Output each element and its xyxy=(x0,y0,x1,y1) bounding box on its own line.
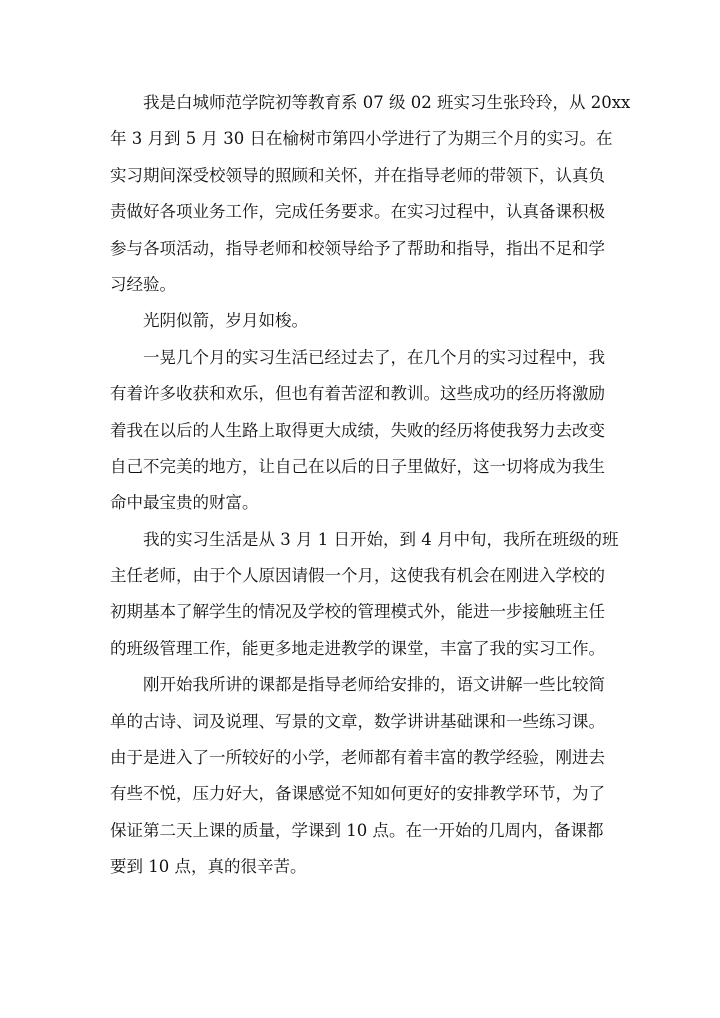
text-line: 由于是进入了一所较好的小学，老师都有着丰富的教学经验，刚进去 xyxy=(110,748,605,768)
paragraph-reflection xyxy=(110,340,620,522)
text-line: 保证第二天上课的质量，学课到 10 点。在一开始的几周内，备课都 xyxy=(110,820,604,840)
document-body xyxy=(110,85,631,886)
paragraph-intro xyxy=(110,85,631,303)
text-line: 一晃几个月的实习生活已经过去了，在几个月的实习过程中，我 xyxy=(143,347,605,367)
text-line: 参与各项活动，指导老师和校领导给予了帮助和指导，指出不足和学 xyxy=(110,238,605,258)
text-line: 实习期间深受校领导的照顾和关怀，并在指导老师的带领下，认真负 xyxy=(110,165,605,185)
text-line: 单的古诗、词及说理、写景的文章，数学讲讲基础课和一些练习课。 xyxy=(110,711,605,731)
text-line: 初期基本了解学生的情况及学校的管理模式外，能进一步接触班主任 xyxy=(110,602,605,622)
text-line: 有着许多收获和欢乐，但也有着苦涩和教训。这些成功的经历将激励 xyxy=(110,384,605,404)
text-line: 主任老师，由于个人原因请假一个月，这使我有机会在刚进入学校的 xyxy=(110,566,605,586)
text-line: 光阴似箭，岁月如梭。 xyxy=(143,311,308,331)
text-line: 年 3 月到 5 月 30 日在榆树市第四小学进行了为期三个月的实习。在 xyxy=(110,129,613,149)
paragraph-teaching xyxy=(110,667,620,885)
text-line: 的班级管理工作，能更多地走进教学的课堂，丰富了我的实习工作。 xyxy=(110,638,605,658)
text-line: 有些不悦，压力好大，备课感觉不知如何更好的安排教学环节，为了 xyxy=(110,784,605,804)
text-line: 责做好各项业务工作，完成任务要求。在实习过程中，认真备课积极 xyxy=(110,202,605,222)
text-line: 我的实习生活是从 3 月 1 日开始，到 4 月中旬，我所在班级的班 xyxy=(143,529,619,549)
text-line: 刚开始我所讲的课都是指导老师给安排的，语文讲解一些比较简 xyxy=(143,675,605,695)
text-line: 要到 10 点，真的很辛苦。 xyxy=(110,857,307,877)
text-line: 着我在以后的人生路上取得更大成绩，失败的经历将使我努力去改变 xyxy=(110,420,605,440)
text-line: 我是白城师范学院初等教育系 07 级 02 班实习生张玲玲，从 20xx xyxy=(143,93,631,112)
text-line: 习经验。 xyxy=(110,274,176,294)
paragraph-time-flies xyxy=(110,303,620,339)
text-line: 命中最宝贵的财富。 xyxy=(110,493,259,513)
text-line: 自己不完美的地方，让自己在以后的日子里做好，这一切将成为我生 xyxy=(110,456,605,476)
paragraph-internship-start xyxy=(110,522,620,668)
